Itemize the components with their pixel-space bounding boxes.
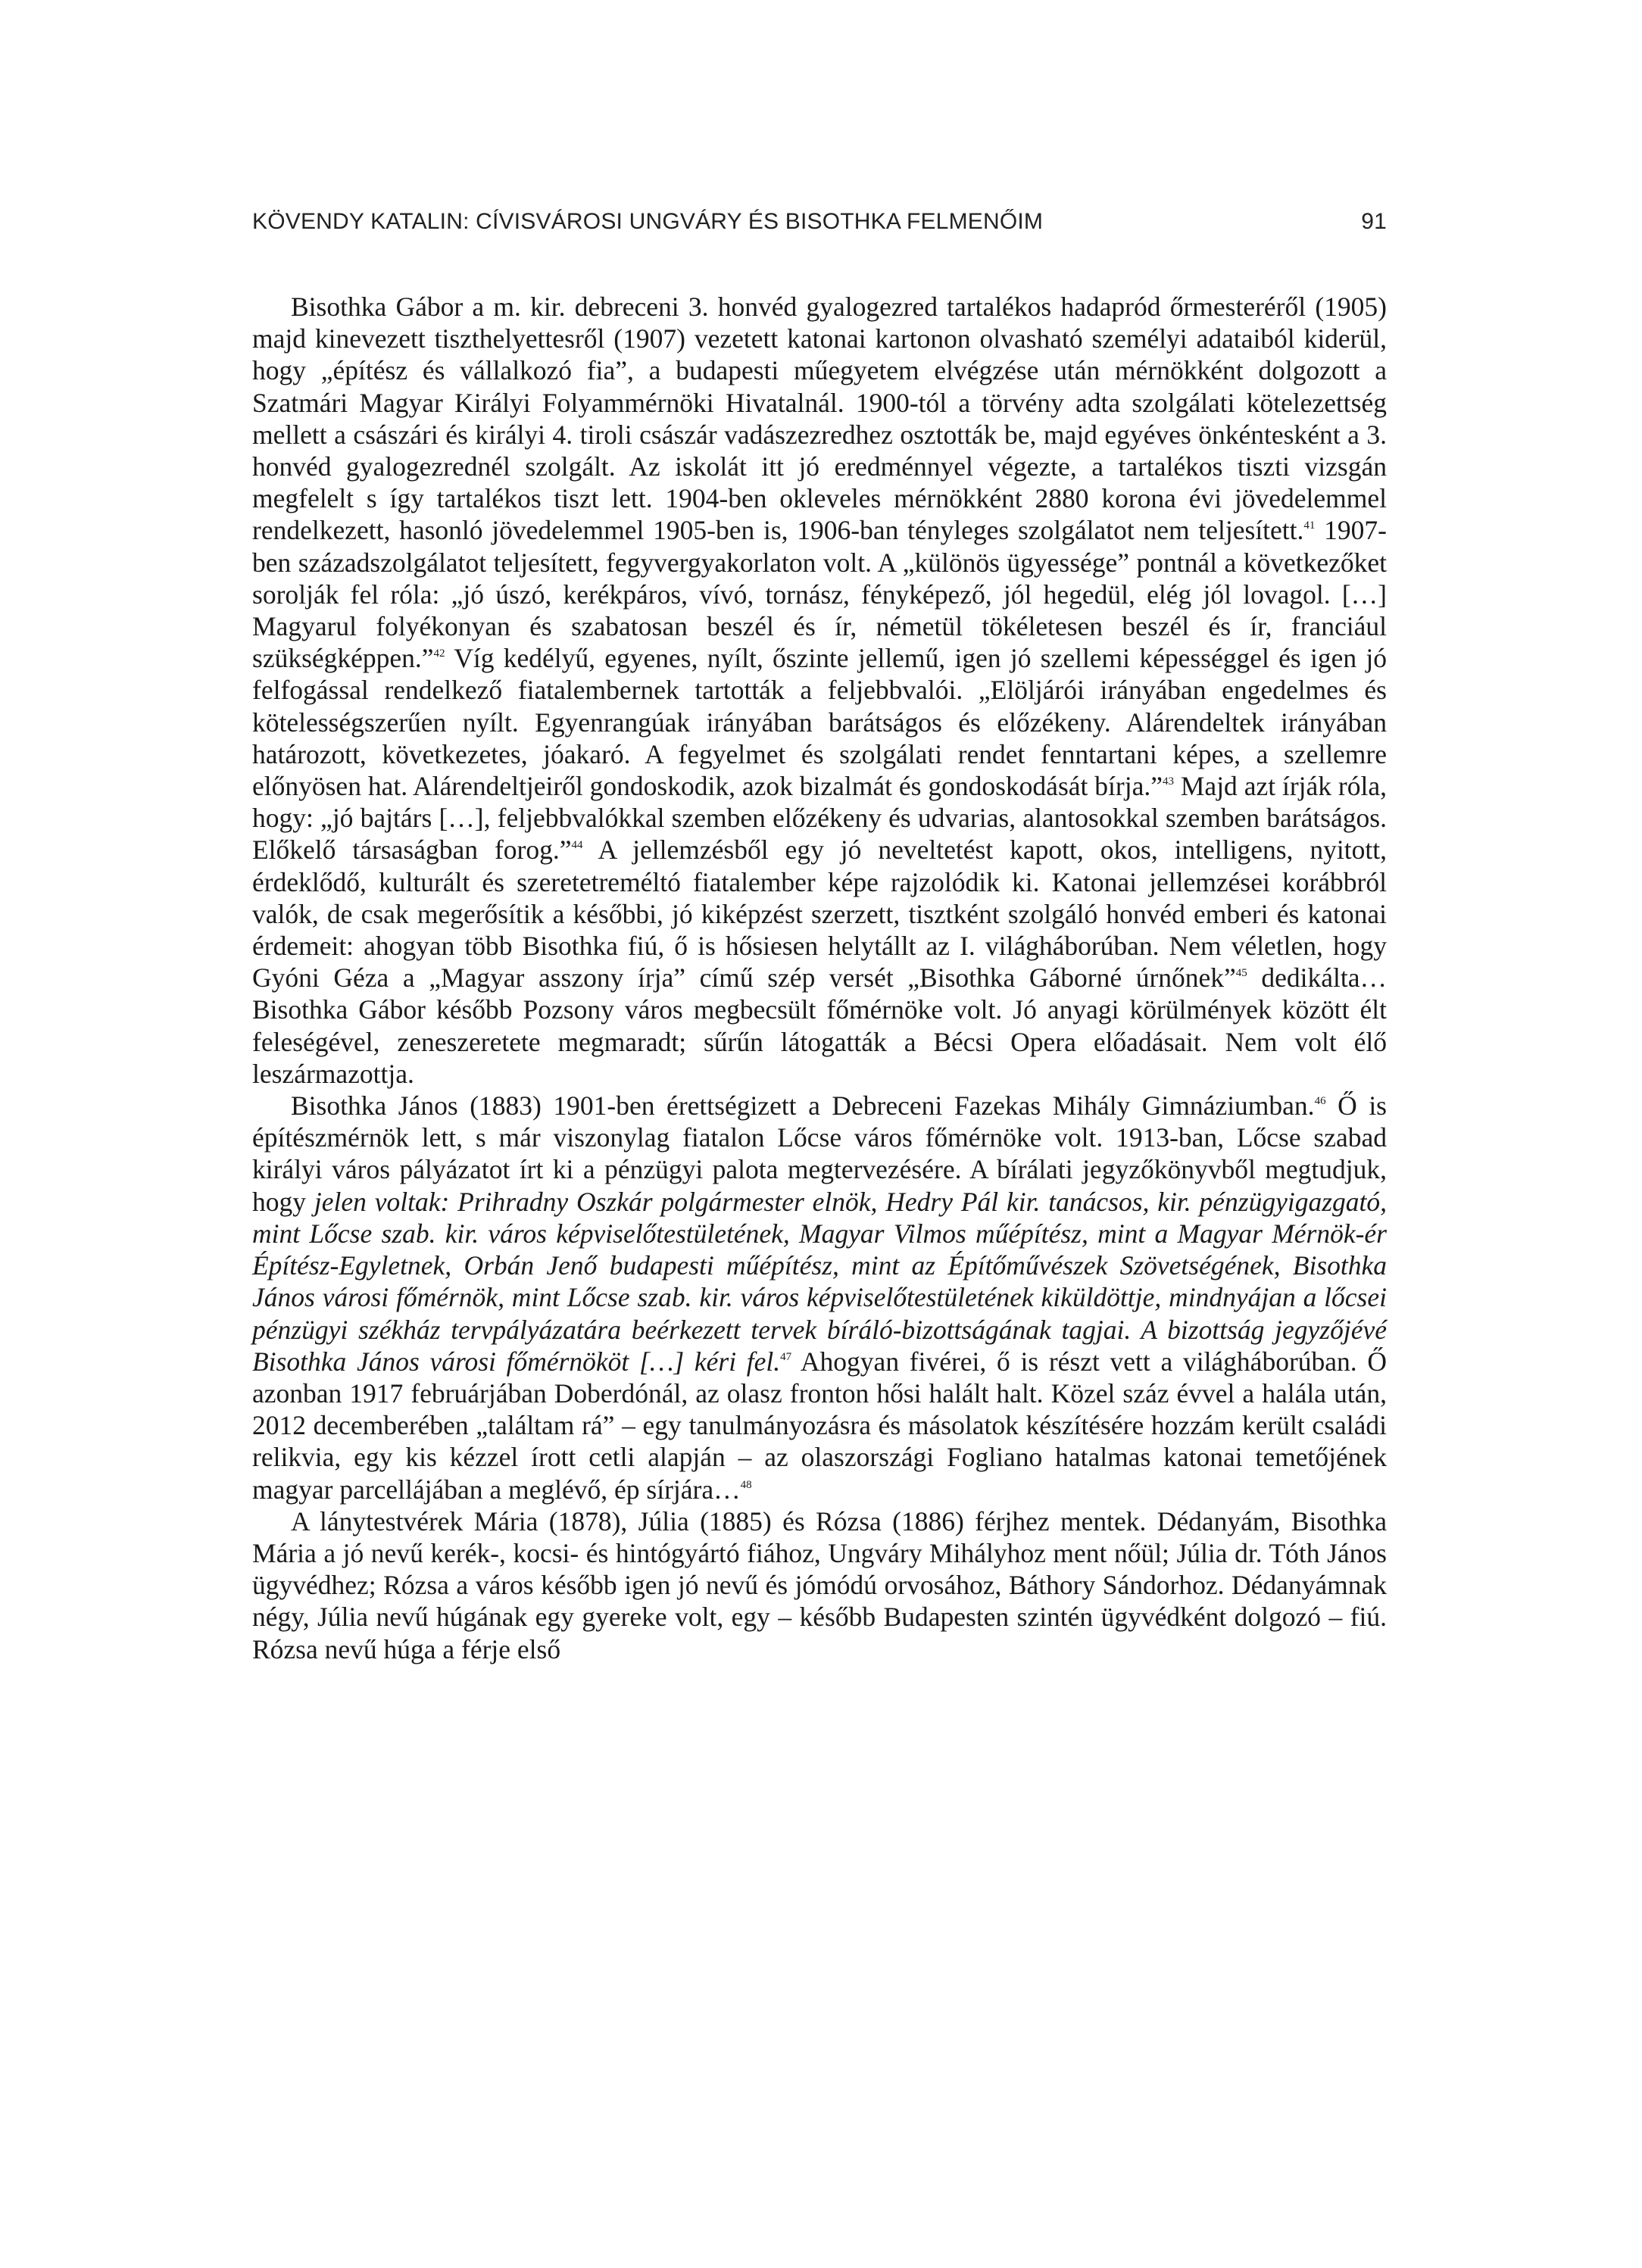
main-text <box>252 291 1387 1665</box>
italic-quotation: jelen voltak: Prihradny Oszkár polgármester elnök, Hedry Pál kir. tanácsos, kir. pénzügyigazgató, mint Lőcse szab. kir. város képviselőtestületének, Magyar Vilmos műépítész, mint a Magyar Mérnök-ér Építész-Egyletnek, Orbán Jenő budapesti műépítész, mint az Építőművészek Szövetségének, Bisothka János városi főmérnök, mint Lőcse szab. kir. város képviselőtestületének kiküldöttje, mindnyájan a lőcsei pénzügyi székház tervpályázatára beérkezett tervek bíráló-bizottságának tagjai. A bizottság jegyzőjévé Bisothka János városi főmérnököt […] kéri fel. <box>252 1186 1388 1377</box>
text-run: Ő is építészmérnök lett, s már viszonylag fiatalon Lőcse város főmérnöke volt. 1913-ban, Lőcse szabad királyi város pályázatot írt ki a pénzügyi palota megtervezésére. A bírálati jegyzőkönyvből megtudjuk, hogy <box>252 1090 1387 1217</box>
text-run: Bisothka Gábor a m. kir. debreceni 3. honvéd gyalogezred tartalékos hadapród őrmesteréről (1905) majd kinevezett tiszthelyettesről (1907) vezetett katonai kartonon olvasható személyi adataiból kiderül, hogy „építész és vállalkozó fia”, a budapesti műegyetem elvégzése után mérnökként dolgozott a Szatmári Magyar Királyi Folyammérnöki Hivatalnál. 1900-tól a törvény adta szolgálati kötelezettség mellett a császári és királyi 4. tiroli császár vadászezredhez osztották be, majd egyéves önkéntesként a 3. honvéd gyalogezrednél szolgált. Az iskolát itt jó eredménnyel végezte, a tartalékos tiszti vizsgán megfelelt s így tartalékos tiszt lett. 1904-ben okleveles mérnökként 2880 korona évi jövedelemmel rendelkezett, hasonló jövedelemmel 1905-ben is, 1906-ban tényleges szolgálatot nem teljesített. <box>252 292 1387 546</box>
text-run: Ahogyan fivérei, ő is részt vett a világháborúban. Ő azonban 1917 februárjában Doberdónál, az olasz fronton hősi halált halt. Közel száz évvel a halála után, 2012 decemberében „találtam rá” – egy tanulmányozásra és másolatok készítésére hozzám került családi relikvia, egy kis kézzel írott cetli alapján – az olaszországi Fogliano hatalmas katonai temetőjének magyar parcellájában a meglévő, ép sírjára… <box>252 1346 1387 1505</box>
text-run: A jellemzésből egy jó neveltetést kapott, okos, intelligens, nyitott, érdeklődő, kulturált és szeretetreméltó fiatalember képe rajzolódik ki. Katonai jellemzései korábbról valók, de csak megerősítik a későbbi, jó kiképzést szerzett, tisztként szolgáló honvéd emberi és katonai érdemeit: ahogyan több Bisothka fiú, ő is hősiesen helytállt az I. világháborúban. Nem véletlen, hogy Gyóni Géza a „Magyar asszony írja” című szép versét „Bisothka Gáborné úrnőnek” <box>252 835 1387 994</box>
text-run: 1907-ben századszolgálatot teljesített, fegyvergyakorlaton volt. A „különös ügyessége” pontnál a következőket sorolják fel róla: „jó úszó, kerékpáros, vívó, tornász, fényképező, jól hegedül, elég jól lovagol. […] Magyarul folyékonyan és szabatosan beszél és ír, németül tökéletesen beszél és ír, franciául szükségképpen.” <box>252 515 1387 674</box>
footnote-ref-41: 41 <box>1303 519 1316 532</box>
footnote-ref-44: 44 <box>571 839 583 852</box>
paragraph-bisothka-janos <box>252 1090 1387 1505</box>
footnote-ref-42: 42 <box>433 647 445 660</box>
footnote-ref-48: 48 <box>740 1478 752 1491</box>
footnote-ref-46: 46 <box>1314 1095 1326 1108</box>
text-run: dedikálta… Bisothka Gábor később Pozsony város megbecsült főmérnöke volt. Jó anyagi körülmények között élt feleségével, zeneszeretete megmaradt; sűrűn látogatták a Bécsi Opera előadásait. Nem volt élő leszármazottja. <box>252 962 1388 1089</box>
footnote-ref-43: 43 <box>1162 775 1174 788</box>
text-run: Majd azt írják róla, hogy: „jó bajtárs […], feljebbvalókkal szemben előzékeny és udvarias, alantosokkal szemben barátságos. Előkelő társaságban forog.” <box>252 771 1387 866</box>
footnote-ref-45: 45 <box>1235 967 1247 980</box>
footnote-ref-47: 47 <box>780 1350 792 1363</box>
text-run: Bisothka János (1883) 1901-ben érettségizett a Debreceni Fazekas Mihály Gimnáziumban. <box>291 1090 1315 1122</box>
header-title: KÖVENDY KATALIN: CÍVISVÁROSI UNGVÁRY ÉS BISOTHKA FELMENŐIM <box>252 209 1044 234</box>
text-run: Víg kedélyű, egyenes, nyílt, őszinte jellemű, igen jó szellemi képességgel és igen jó felfogással rendelkező fiatalembernek tartották a feljebbvalói. „Elöljárói irányában engedelmes és kötelességszerűen nyílt. Egyenrangúak irányában barátságos és előzékeny. Alárendeltek irányában határozott, következetes, jóakaró. A fegyelmet és szolgálati rendet fenntartani képes, a szellemre előnyösen hat. Alárendeltjeiről gondoskodik, azok bizalmát és gondoskodását bírja.” <box>252 643 1387 802</box>
paragraph-sisters <box>252 1505 1387 1665</box>
text-run: A lánytestvérek Mária (1878), Júlia (1885) és Rózsa (1886) férjhez mentek. Dédanyám, Bisothka Mária a jó nevű kerék-, kocsi- és hintógyártó fiához, Ungváry Mihályhoz ment nőül; Júlia dr. Tóth János ügyvédhez; Rózsa a város később igen jó nevű és jómódú orvosához, Báthory Sándorhoz. Dédanyámnak négy, Júlia nevű húgának egy gyereke volt, egy – később Budapesten szintén ügyvédként dolgozó – fiú. Rózsa nevű húga a férje első <box>252 1505 1387 1664</box>
page-number: 91 <box>1361 209 1387 234</box>
paragraph-bisothka-gabor <box>252 291 1387 1090</box>
